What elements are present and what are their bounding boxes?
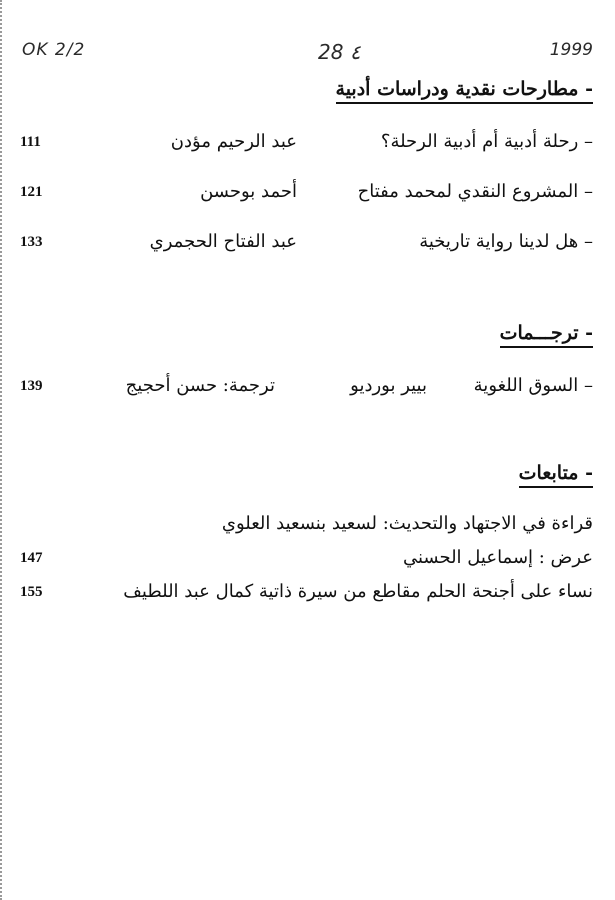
toc-line <box>0 544 615 572</box>
entry-page: 147 <box>20 550 43 566</box>
entry-page: 139 <box>20 378 43 394</box>
entry-page: 111 <box>20 134 41 150</box>
toc-line <box>0 510 615 538</box>
handwritten-note-left: OK 2/2 <box>22 40 86 60</box>
section-heading <box>519 462 593 487</box>
entry-title: – رحلة أدبية أم أدبية الرحلة؟ <box>380 131 593 152</box>
entry-page: 121 <box>20 184 43 200</box>
toc-line <box>0 578 615 606</box>
line-text: نساء على أجنحة الحلم مقاطع من سيرة ذاتية كمال عبد اللطيف <box>123 581 593 602</box>
section-heading-text: - مطارحات نقدية ودراسات أدبية <box>336 78 593 104</box>
section-heading-text: - متابعات <box>519 462 593 488</box>
entry-author: عبد الفتاح الحجمري <box>149 231 297 252</box>
toc-entry <box>0 178 615 206</box>
section-heading <box>336 78 593 103</box>
section-heading <box>500 322 593 347</box>
toc-entry <box>0 372 615 400</box>
section-heading-text: - ترجـــمات <box>500 322 593 348</box>
handwritten-year: 1999 <box>549 40 593 60</box>
entry-subject: بيير بورديو <box>350 375 427 396</box>
entry-author: أحمد بوحسن <box>200 181 297 202</box>
entry-title: – المشروع النقدي لمحمد مفتاح <box>357 181 593 202</box>
entry-title: – هل لدينا رواية تاريخية <box>419 231 593 252</box>
line-text: عرض : إسماعيل الحسني <box>402 547 593 568</box>
entry-author: ترجمة: حسن أحجيج <box>125 375 275 396</box>
toc-entry <box>0 228 615 256</box>
entry-page: 155 <box>20 584 43 600</box>
line-text: قراءة في الاجتهاد والتحديث: لسعيد بنسعيد العلوي <box>221 513 593 534</box>
toc-entry <box>0 128 615 156</box>
handwritten-note-middle: 28 ٤ <box>318 40 361 64</box>
entry-title: – السوق اللغوية <box>473 375 593 396</box>
entry-page: 133 <box>20 234 43 250</box>
entry-author: عبد الرحيم مؤدن <box>170 131 297 152</box>
